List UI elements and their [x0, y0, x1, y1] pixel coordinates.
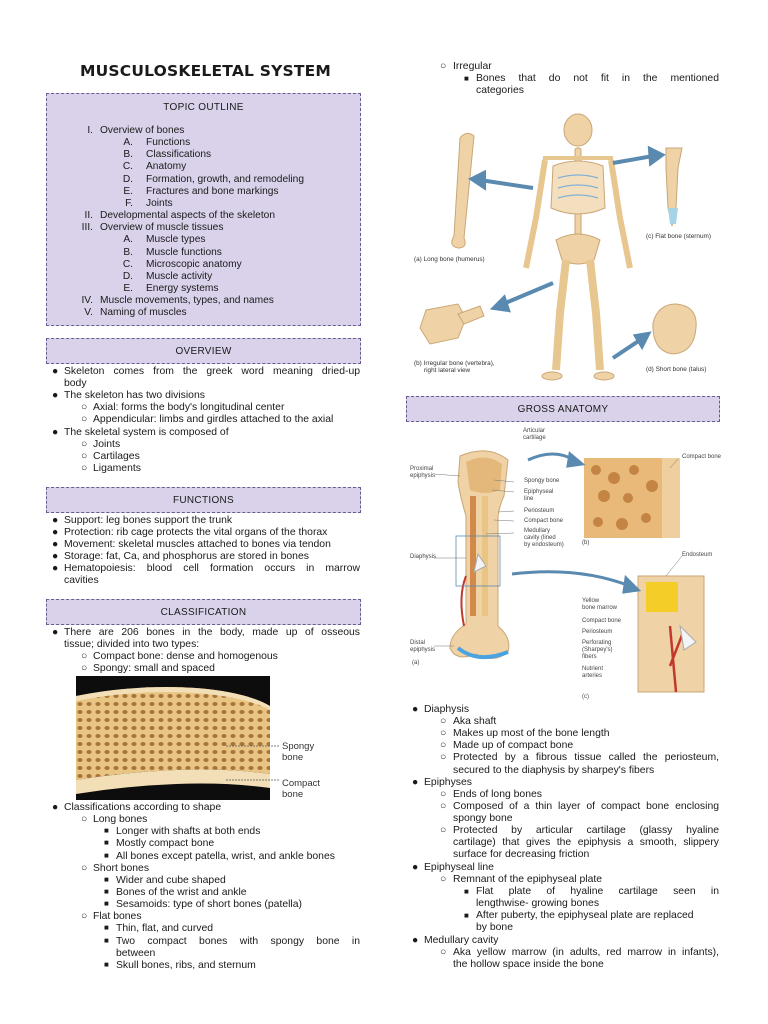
sub-bullet-circle: ○	[81, 911, 88, 922]
outline-item-number: III.	[81, 222, 93, 234]
label-endosteum: Endosteum	[682, 552, 713, 558]
sub-bullet-circle: ○	[440, 825, 447, 836]
compact-label-line1: Compact	[282, 778, 321, 789]
epiphyseal-line-1a-cont: lengthwise- growing bones	[476, 898, 600, 909]
square-bullet: ■	[464, 74, 469, 83]
outline-item-text: Microscopic anatomy	[146, 258, 242, 270]
outline-item-number: I.	[87, 125, 93, 136]
label-compact-bone-c: Compact bone	[582, 618, 622, 624]
epiphyseal-line-1a: Flat plate of hyaline cartilage seen in	[476, 886, 719, 897]
function-protection: Protection: rib cage protects the vital organs of the thorax	[64, 527, 328, 538]
distal-line1: Distal	[410, 640, 426, 646]
label-nutrient-arteries	[582, 666, 603, 680]
medullary-line2: cavity (lined	[524, 535, 556, 541]
topic-outline-header: TOPIC OUTLINE	[163, 101, 244, 113]
sub-bullet-circle: ○	[81, 451, 88, 462]
outline-item-text: Muscle movements, types, and names	[100, 295, 274, 307]
diaphysis-1: Aka shaft	[453, 716, 497, 727]
irregular-bones-1-cont: categories	[476, 85, 524, 96]
epiphyses-2: Composed of a thin layer of compact bone enclosing	[453, 801, 719, 812]
outline-item-text: Classifications	[146, 149, 212, 161]
nutrient-line2: arteries	[582, 673, 603, 679]
perforating-line2: (Sharpey's)	[582, 647, 613, 653]
outline-item-text: Overview of muscle tissues	[100, 222, 224, 234]
outline-item-text: Muscle types	[146, 234, 206, 246]
label-epiphyseal-line	[524, 489, 553, 503]
sub-bullet-circle: ○	[81, 463, 88, 474]
epiphyseal-line-1b: After puberty, the epiphyseal plate are replaced	[476, 910, 694, 921]
label-compact-bone: Compact bone	[524, 518, 564, 524]
proximal-line1: Proximal	[410, 466, 434, 472]
distal-line2: epiphysis	[410, 647, 436, 653]
sub-bullet-circle: ○	[440, 789, 447, 800]
square-bullet: ■	[104, 851, 109, 860]
sub-bullet-circle: ○	[81, 439, 88, 450]
long-bones-2: Mostly compact bone	[116, 838, 215, 849]
label-perforating-fibers	[582, 640, 613, 661]
outline-item-number: B.	[123, 246, 133, 258]
long-bone-anatomy-illustration	[408, 426, 728, 702]
outline-item-text: Developmental aspects of the skeleton	[100, 210, 275, 222]
skeleton-bone-types-figure	[408, 108, 728, 388]
bullet-dot: ●	[52, 390, 59, 401]
articular-line1: Articular	[523, 428, 546, 434]
bullet-dot: ●	[52, 427, 59, 438]
overview-sub-cartilages: Cartilages	[93, 451, 140, 462]
bone-cross-section-figure	[76, 676, 336, 800]
articular-line2: cartilage	[523, 435, 546, 441]
topic-outline-box	[46, 93, 361, 326]
outline-item-number: D.	[122, 270, 133, 282]
skeleton-illustration	[408, 108, 728, 388]
yellow-line1: Yellow	[582, 598, 600, 604]
short-bones-2: Bones of the wrist and ankle	[116, 887, 247, 898]
outline-item-number: C.	[122, 258, 133, 270]
square-bullet: ■	[104, 838, 109, 847]
long-bones-3: All bones except patella, wrist, and ankle bones	[116, 851, 335, 862]
outline-item-number: E.	[123, 282, 133, 294]
sub-bullet-circle: ○	[440, 874, 447, 885]
outline-item-text: Formation, growth, and remodeling	[146, 173, 304, 185]
label-panel-c: (c)	[582, 694, 589, 700]
outline-item-number: A.	[123, 137, 133, 149]
overview-bullet-1-cont: body	[64, 378, 87, 389]
sub-bullet-circle: ○	[440, 947, 447, 958]
medullary-heading: Medullary cavity	[424, 935, 499, 946]
medullary-1: Aka yellow marrow (in adults, red marrow in infants),	[453, 947, 719, 958]
short-bones: Short bones	[93, 863, 150, 874]
overview-header: OVERVIEW	[46, 338, 361, 364]
sub-bullet-circle: ○	[440, 716, 447, 727]
overview-sub-appendicular: Appendicular: limbs and girdles attached to the axial	[93, 414, 334, 425]
outline-item-text: Joints	[146, 197, 173, 209]
medullary-line1: Medullary	[524, 528, 551, 534]
bullet-dot: ●	[412, 777, 419, 788]
medullary-line3: by endosteum)	[524, 542, 564, 548]
nutrient-line1: Nutrient	[582, 666, 604, 672]
label-panel-b: (b)	[582, 540, 590, 546]
bullet-dot: ●	[412, 862, 419, 873]
label-diaphysis: Diaphysis	[410, 554, 437, 560]
label-long-bone: (a) Long bone (humerus)	[414, 256, 485, 263]
sub-bullet-circle: ○	[440, 740, 447, 751]
perforating-line1: Perforating	[582, 640, 612, 646]
square-bullet: ■	[104, 887, 109, 896]
compact-label-line2: bone	[282, 789, 304, 800]
outline-item-number: C.	[122, 161, 133, 173]
outline-item-text: Anatomy	[146, 161, 187, 173]
long-bones: Long bones	[93, 814, 148, 825]
outline-item-number: II.	[84, 210, 93, 222]
label-irregular-line1: (b) Irregular bone (vertebra),	[414, 360, 495, 367]
label-medullary-cavity	[524, 528, 564, 549]
epiphyses-3: Protected by articular cartilage (glassy hyaline	[453, 825, 719, 836]
square-bullet: ■	[104, 899, 109, 908]
bullet-dot: ●	[52, 539, 59, 550]
label-compact-bone-b: Compact bone	[682, 454, 722, 460]
bullet-dot: ●	[52, 515, 59, 526]
outline-item-number: IV.	[81, 295, 93, 307]
function-hematopoiesis: Hematopoiesis: blood cell formation occurs in marrow	[64, 563, 360, 574]
sub-bullet-circle: ○	[81, 814, 88, 825]
square-bullet: ■	[464, 887, 469, 896]
label-periosteum-c: Periosteum	[582, 629, 613, 635]
label-distal-epiphysis	[410, 640, 435, 654]
diaphysis-3: Made up of compact bone	[453, 740, 574, 751]
function-movement: Movement: skeletal muscles attached to bones via tendon	[64, 539, 331, 550]
bullet-dot: ●	[412, 704, 419, 715]
square-bullet: ■	[464, 911, 469, 920]
overview-sub-axial: Axial: forms the body's longitudinal center	[93, 402, 285, 413]
label-flat-bone: (c) Flat bone (sternum)	[646, 233, 711, 240]
page-title: MUSCULOSKELETAL SYSTEM	[80, 62, 332, 80]
long-bones-1: Longer with shafts at both ends	[116, 826, 261, 837]
flat-bones-2: Two compact bones with spongy bone in	[116, 936, 360, 947]
flat-bones: Flat bones	[93, 911, 142, 922]
epiphyses-3-cont2: surface for decreasing friction	[453, 849, 590, 860]
label-spongy-bone: Spongy bone	[524, 478, 560, 484]
sub-bullet-circle: ○	[81, 663, 88, 674]
outline-item-text: Naming of muscles	[100, 307, 187, 319]
outline-item-number: D.	[122, 173, 133, 185]
overview-bullet-2: The skeleton has two divisions	[64, 390, 205, 401]
label-irregular-line2: right lateral view	[424, 367, 471, 374]
outline-item-number: A.	[123, 234, 133, 246]
square-bullet: ■	[104, 923, 109, 932]
short-bones-1: Wider and cube shaped	[116, 875, 226, 886]
epiphyseal-line-heading: Epiphyseal line	[424, 862, 494, 873]
epiphyses-1: Ends of long bones	[453, 789, 542, 800]
sub-bullet-circle: ○	[81, 651, 88, 662]
sub-bullet-circle: ○	[81, 414, 88, 425]
function-support: Support: leg bones support the trunk	[64, 515, 233, 526]
outline-item-text: Muscle functions	[146, 246, 222, 258]
square-bullet: ■	[104, 875, 109, 884]
classification-compact: Compact bone: dense and homogenous	[93, 651, 278, 662]
classification-bullet-1: There are 206 bones in the body, made up of osseous	[64, 627, 360, 638]
epiphyses-heading: Epiphyses	[424, 777, 472, 788]
diaphysis-heading: Diaphysis	[424, 704, 470, 715]
spongy-label-line2: bone	[282, 752, 304, 763]
bullet-dot: ●	[52, 802, 59, 813]
bullet-dot: ●	[52, 627, 59, 638]
square-bullet: ■	[104, 936, 109, 945]
long-bone-anatomy-figure	[408, 426, 728, 702]
diaphysis-4: Protected by a fibrous tissue called the periosteum,	[453, 752, 719, 763]
irregular-bones-1: Bones that do not fit in the mentioned	[476, 73, 719, 84]
bullet-dot: ●	[52, 527, 59, 538]
diaphysis-2: Makes up most of the bone length	[453, 728, 610, 739]
sub-bullet-circle: ○	[81, 402, 88, 413]
square-bullet: ■	[104, 960, 109, 969]
overview-bullet-3: The skeletal system is composed of	[64, 427, 229, 438]
function-hematopoiesis-cont: cavities	[64, 575, 99, 586]
irregular-bones: Irregular	[453, 61, 492, 72]
shape-classification: Classifications according to shape	[64, 802, 222, 813]
label-panel-a: (a)	[412, 660, 420, 666]
label-yellow-marrow	[582, 598, 617, 612]
outline-item-text: Energy systems	[146, 282, 219, 294]
sub-bullet-circle: ○	[440, 728, 447, 739]
medullary-1-cont: the hollow space inside the bone	[453, 959, 604, 970]
label-irregular-bone	[414, 360, 495, 374]
sub-bullet-circle: ○	[81, 863, 88, 874]
proximal-line2: epiphysis	[410, 473, 436, 479]
outline-item-text: Fractures and bone markings	[146, 185, 279, 197]
bullet-dot: ●	[52, 551, 59, 562]
flat-bones-3: Skull bones, ribs, and sternum	[116, 960, 256, 971]
bullet-dot: ●	[52, 563, 59, 574]
diaphysis-4-cont: secured to the diaphysis by sharpey's fibers	[453, 765, 655, 776]
bullet-dot: ●	[412, 935, 419, 946]
epiphyses-2-cont: spongy bone	[453, 813, 513, 824]
outline-item-text: Muscle activity	[146, 270, 213, 282]
classification-spongy: Spongy: small and spaced	[93, 663, 215, 674]
sub-bullet-circle: ○	[440, 61, 447, 72]
outline-item-number: E.	[123, 185, 133, 197]
label-periosteum: Periosteum	[524, 508, 555, 514]
spongy-label-line1: Spongy	[282, 741, 315, 752]
function-storage: Storage: fat, Ca, and phosphorus are stored in bones	[64, 551, 309, 562]
compact-bone-label	[282, 778, 320, 800]
label-short-bone: (d) Short bone (talus)	[646, 366, 707, 373]
overview-sub-ligaments: Ligaments	[93, 463, 141, 474]
outline-item-text: Functions	[146, 137, 191, 149]
label-proximal-epiphysis	[410, 466, 435, 480]
epiphyses-3-cont: cartilage) that gives the epiphysis a smooth, slippery	[453, 837, 719, 848]
epiphyseal-line1: Epiphyseal	[524, 489, 554, 495]
outline-item-number: V.	[84, 307, 93, 319]
flat-bones-1: Thin, flat, and curved	[116, 923, 214, 934]
sub-bullet-circle: ○	[440, 801, 447, 812]
epiphyseal-line2: line	[524, 496, 534, 502]
gross-anatomy-header: GROSS ANATOMY	[406, 396, 720, 422]
overview-sub-joints: Joints	[93, 439, 121, 450]
outline-item-text: Overview of bones	[100, 125, 185, 136]
square-bullet: ■	[104, 826, 109, 835]
label-articular-cartilage	[523, 428, 546, 442]
bullet-dot: ●	[52, 366, 59, 377]
classification-bullet-1-cont: tissue; divided into two types:	[64, 639, 200, 650]
overview-bullet-1: Skeleton comes from the greek word meaning dried-up	[64, 366, 360, 377]
outline-item-number: F.	[125, 197, 133, 209]
epiphyseal-line-1b-cont: by bone	[476, 922, 513, 933]
perforating-line3: fibers	[582, 654, 597, 660]
epiphyseal-line-1: Remnant of the epiphyseal plate	[453, 874, 603, 885]
short-bones-3: Sesamoids: type of short bones (patella)	[116, 899, 302, 910]
functions-header: FUNCTIONS	[46, 487, 361, 513]
outline-item-number: B.	[123, 149, 133, 161]
sub-bullet-circle: ○	[440, 752, 447, 763]
spongy-bone-label	[282, 741, 314, 763]
classification-header: CLASSIFICATION	[46, 599, 361, 625]
yellow-line2: bone marrow	[582, 605, 618, 611]
flat-bones-2-cont: between	[116, 948, 156, 959]
